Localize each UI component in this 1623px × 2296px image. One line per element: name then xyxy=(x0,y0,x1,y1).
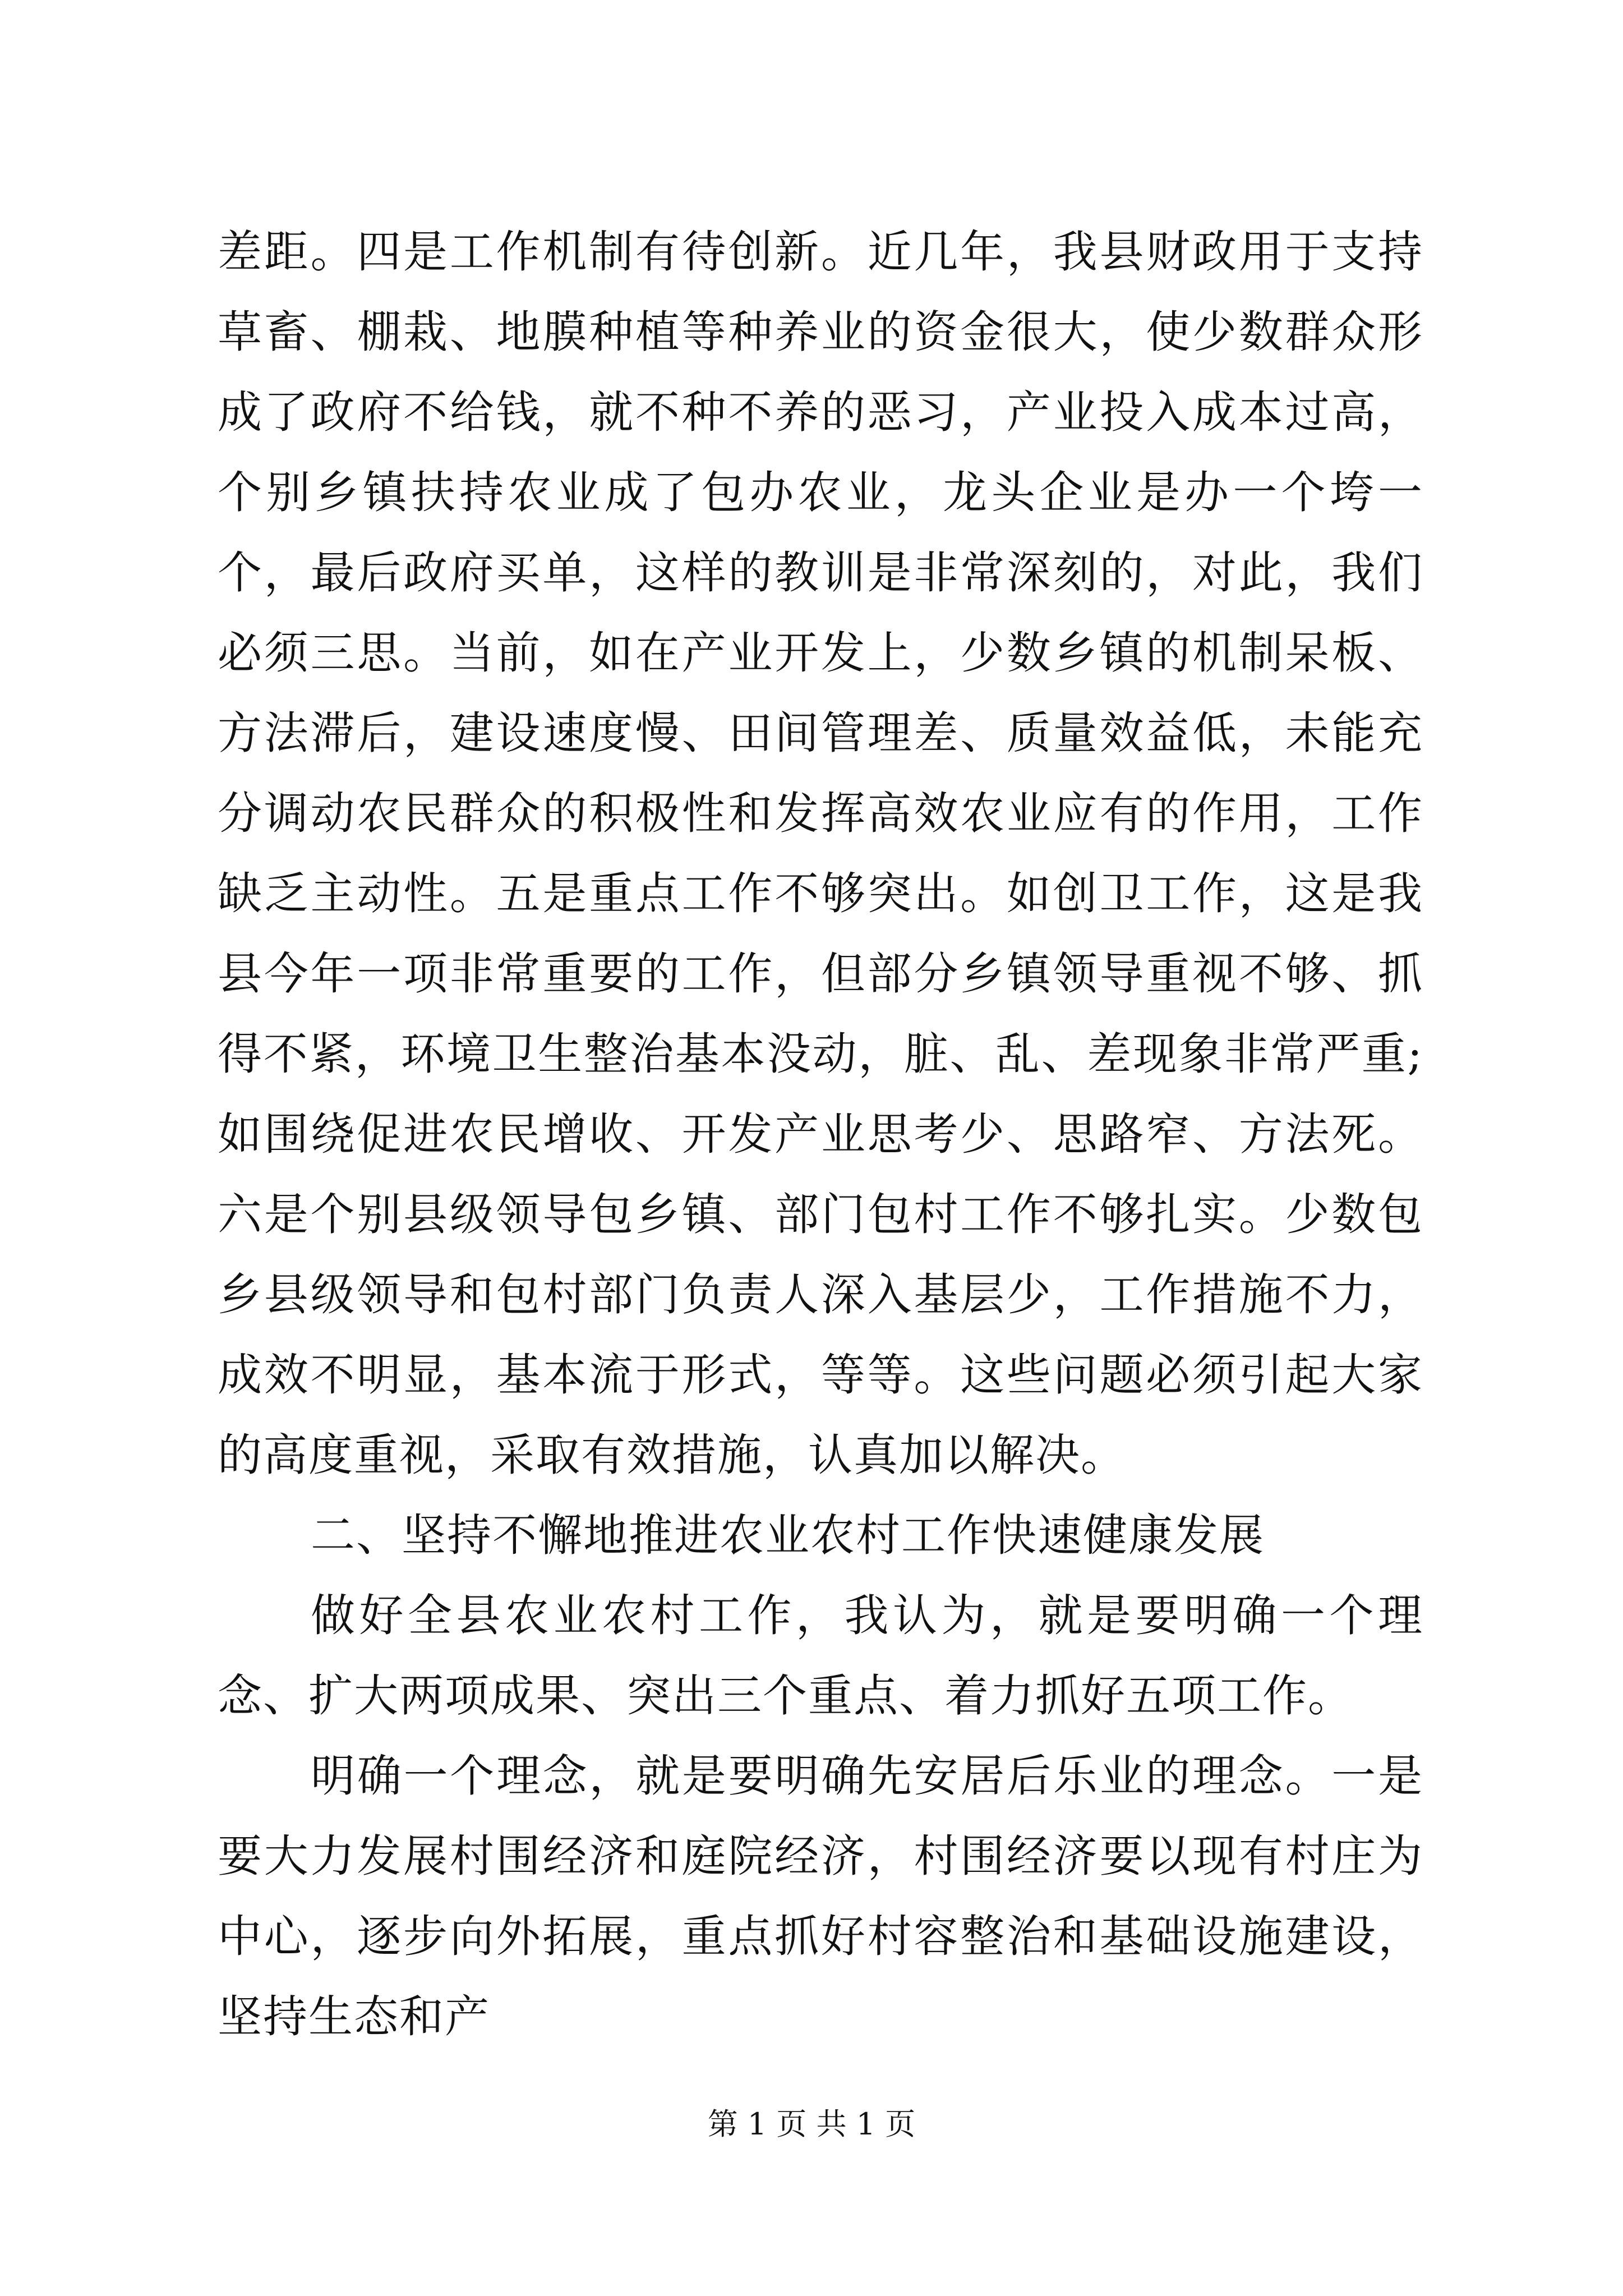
section-heading: 二、坚持不懈地推进农业农村工作快速健康发展 xyxy=(311,1510,1265,1561)
paragraph: 明确一个理念，就是要明确先安居后乐业的理念。一是要大力发展村围经济和庭院经济，村围经济要以现有村庄为中心，逐步向外拓展，重点抓好村容整治和基础设施建设，坚持生态和产 xyxy=(218,1750,1423,2042)
paragraph: 做好全县农业农村工作，我认为，就是要明确一个理念、扩大两项成果、突出三个重点、着力抓好五项工作。 xyxy=(218,1590,1423,1722)
paragraph-continuation: 差距。四是工作机制有待创新。近几年，我县财政用于支持草畜、棚栽、地膜种植等种养业的资金很大，使少数群众形成了政府不给钱，就不种不养的恶习，产业投入成本过高，个别乡镇扶持农业成了包办农业，龙头企业是办一个垮一个，最后政府买单，这样的教训是非常深刻的，对此，我们必须三思。当前，如在产业开发上，少数乡镇的机制呆板、方法滞后，建设速度慢、田间管理差、质量效益低，未能充分调动农民群众的积极性和发挥高效农业应有的作用，工作缺乏主动性。五是重点工作不够突出。如创卫工作，这是我县今年一项非常重要的工作，但部分乡镇领导重视不够、抓得不紧，环境卫生整治基本没动，脏、乱、差现象非常严重;如围绕促进农民增收、开发产业思考少、思路窄、方法死。六是个别县级领导包乡镇、部门包村工作不够扎实。少数包乡县级领导和包村部门负责人深入基层少，工作措施不力，成效不明显，基本流于形式，等等。这些问题必须引起大家的高度重视，采取有效措施，认真加以解决。 xyxy=(218,226,1423,1481)
document-body xyxy=(218,212,1423,2057)
page-footer: 第 1 页 共 1 页 xyxy=(707,2106,916,2142)
